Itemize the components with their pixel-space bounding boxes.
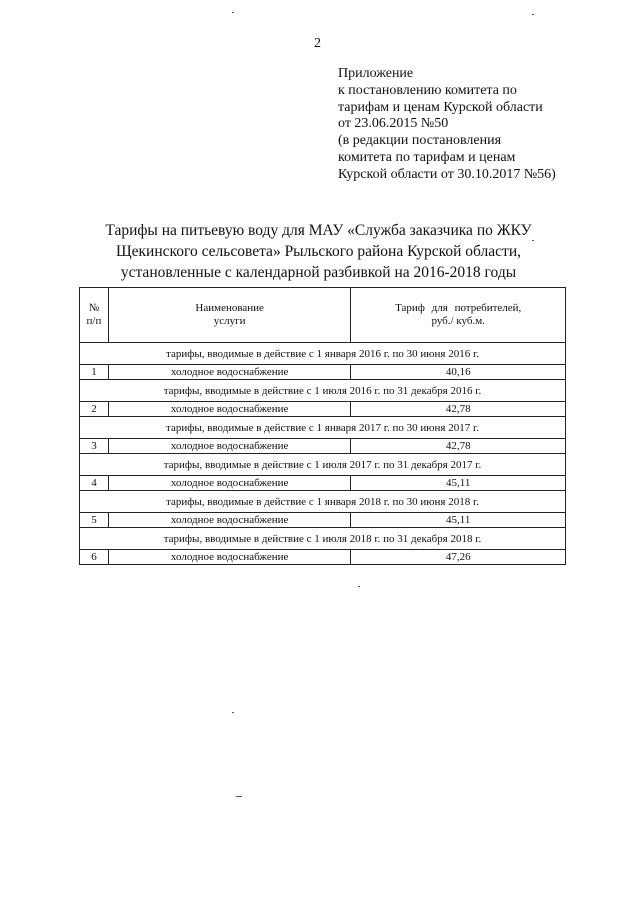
document-title xyxy=(60,220,577,283)
appendix-line: от 23.06.2015 №50 xyxy=(338,116,449,132)
table-row xyxy=(80,550,566,565)
row-service: холодное водоснабжение xyxy=(108,550,350,565)
period-row xyxy=(80,417,566,439)
row-tariff: 45,11 xyxy=(351,476,566,491)
header-service xyxy=(108,288,350,343)
scan-speck xyxy=(532,14,534,15)
header-service-line: Наименование xyxy=(195,302,264,314)
title-line: установленные с календарной разбивкой на 2016-2018 годы xyxy=(120,264,517,281)
period-row xyxy=(80,491,566,513)
period-cell: тарифы, вводимые в действие с 1 июля 2016 г. по 31 декабря 2016 г. xyxy=(80,380,566,402)
period-row xyxy=(80,343,566,365)
period-cell: тарифы, вводимые в действие с 1 января 2018 г. по 30 июня 2018 г. xyxy=(80,491,566,513)
appendix-line: Курской области от 30.10.2017 №56) xyxy=(338,166,556,182)
appendix-line: комитета по тарифам и ценам xyxy=(338,149,516,165)
table-row xyxy=(80,476,566,491)
scan-speck xyxy=(236,796,242,797)
scan-speck xyxy=(232,12,234,13)
tariff-table xyxy=(79,287,566,565)
row-tariff: 45,11 xyxy=(351,513,566,528)
header-tariff-line: руб./ куб.м. xyxy=(431,315,485,327)
header-num-line: № xyxy=(88,302,100,314)
table-row xyxy=(80,439,566,454)
row-service: холодное водоснабжение xyxy=(108,365,350,380)
table-header-row xyxy=(80,288,566,343)
row-service: холодное водоснабжение xyxy=(108,476,350,491)
row-tariff: 40,16 xyxy=(351,365,566,380)
row-tariff: 42,78 xyxy=(351,402,566,417)
scan-speck xyxy=(358,586,360,587)
row-num: 5 xyxy=(80,513,109,528)
period-cell: тарифы, вводимые в действие с 1 июля 2018 г. по 31 декабря 2018 г. xyxy=(80,528,566,550)
row-num: 2 xyxy=(80,402,109,417)
header-num xyxy=(80,288,109,343)
row-service: холодное водоснабжение xyxy=(108,402,350,417)
row-tariff: 47,26 xyxy=(351,550,566,565)
appendix-line: Приложение xyxy=(338,66,414,81)
period-row xyxy=(80,528,566,550)
row-service: холодное водоснабжение xyxy=(108,513,350,528)
period-cell: тарифы, вводимые в действие с 1 января 2016 г. по 30 июня 2016 г. xyxy=(80,343,566,365)
period-row xyxy=(80,380,566,402)
row-num: 3 xyxy=(80,439,109,454)
row-service: холодное водоснабжение xyxy=(108,439,350,454)
header-num-line: п/п xyxy=(86,315,102,327)
table-row xyxy=(80,513,566,528)
row-num: 4 xyxy=(80,476,109,491)
title-line: Щекинского сельсовета» Рыльского района Курской области, xyxy=(116,243,521,260)
appendix-line: (в редакции постановления xyxy=(338,133,502,149)
scan-speck xyxy=(532,240,534,241)
table-row xyxy=(80,402,566,417)
appendix-line: тарифам и ценам Курской области xyxy=(338,99,543,115)
period-cell: тарифы, вводимые в действие с 1 июля 2017 г. по 31 декабря 2017 г. xyxy=(80,454,566,476)
scan-speck xyxy=(232,712,234,713)
row-num: 6 xyxy=(80,550,109,565)
title-line: Тарифы на питьевую воду для МАУ «Служба заказчика по ЖКУ xyxy=(105,222,532,239)
header-service-line: услуги xyxy=(213,315,246,327)
table-row xyxy=(80,365,566,380)
row-tariff: 42,78 xyxy=(351,439,566,454)
appendix-line: к постановлению комитета по xyxy=(338,82,517,98)
row-num: 1 xyxy=(80,365,109,380)
period-row xyxy=(80,454,566,476)
header-tariff-line: Тариф для потребителей, xyxy=(395,302,522,314)
appendix-block xyxy=(338,66,608,184)
page-number: 2 xyxy=(314,36,321,51)
header-tariff xyxy=(351,288,566,343)
period-cell: тарифы, вводимые в действие с 1 января 2017 г. по 30 июня 2017 г. xyxy=(80,417,566,439)
